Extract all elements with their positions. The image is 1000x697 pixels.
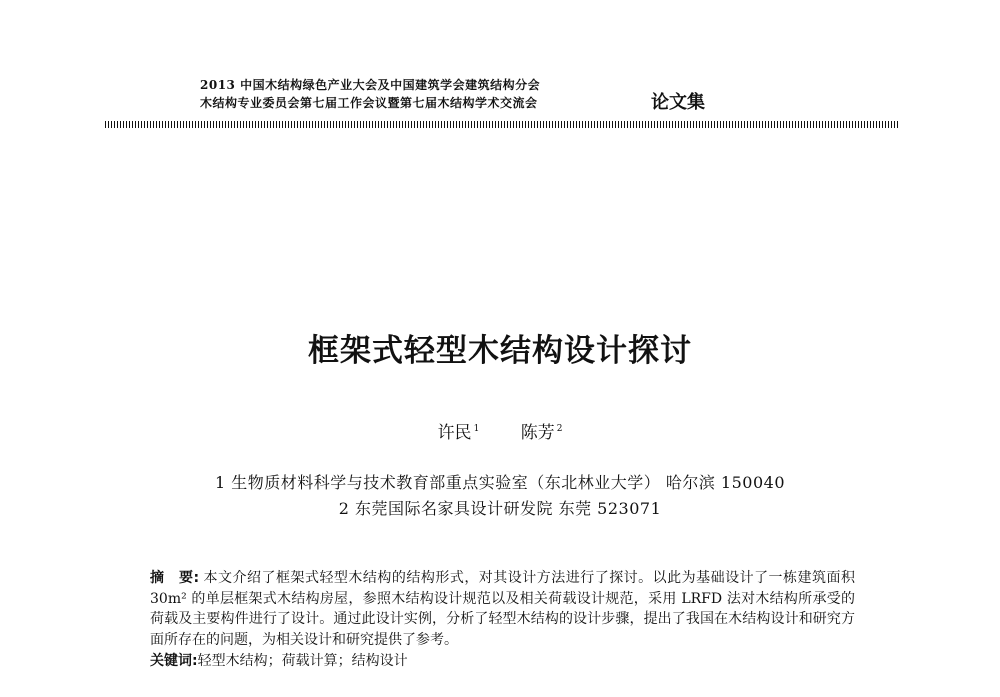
conference-header [200,76,720,112]
affiliation-1: 1 生物质材料科学与技术教育部重点实验室（东北林业大学） 哈尔滨 150040 [214,473,786,492]
collection-label: 论文集 [651,92,705,113]
affiliation-mark: 1 [473,424,480,435]
paper-title: 框架式轻型木结构设计探讨 [308,333,692,369]
affiliation-2: 2 东莞国际名家具设计研发院 东莞 523071 [338,499,662,518]
abstract-label: 摘 要: [150,570,200,586]
conference-name-line2: 木结构专业委员会第七届工作会议暨第七届木结构学术交流会 [200,96,538,110]
author [438,423,480,443]
keywords [150,651,408,671]
author [521,423,563,443]
affiliation-mark: 2 [556,424,563,435]
abstract-text: 本文介绍了框架式轻型木结构的结构形式，对其设计方法进行了探讨。以此为基础设计了一栋建筑面积 30m² 的单层框架式木结构房屋，参照木结构设计规范以及相关荷载设计规范，采用 LRFD 法对木结构所承受的荷载及主要构件进行了设计。通过此设计实例，分析了轻型木结构的设计步骤，提出了我国在木结构设计和研究方面所存在的问题，为相关设计和研究提供了参考。 [150,570,855,648]
keywords-label: 关键词: [150,653,198,669]
conference-name-line1: 2013 中国木结构绿色产业大会及中国建筑学会建筑结构分会 [200,78,541,92]
author-name: 陈芳 [520,423,555,443]
keywords-text: 轻型木结构；荷载计算；结构设计 [197,653,408,669]
author-name: 许民 [437,423,472,443]
abstract [150,568,855,650]
author-list [0,418,1000,443]
header-divider [105,121,900,128]
